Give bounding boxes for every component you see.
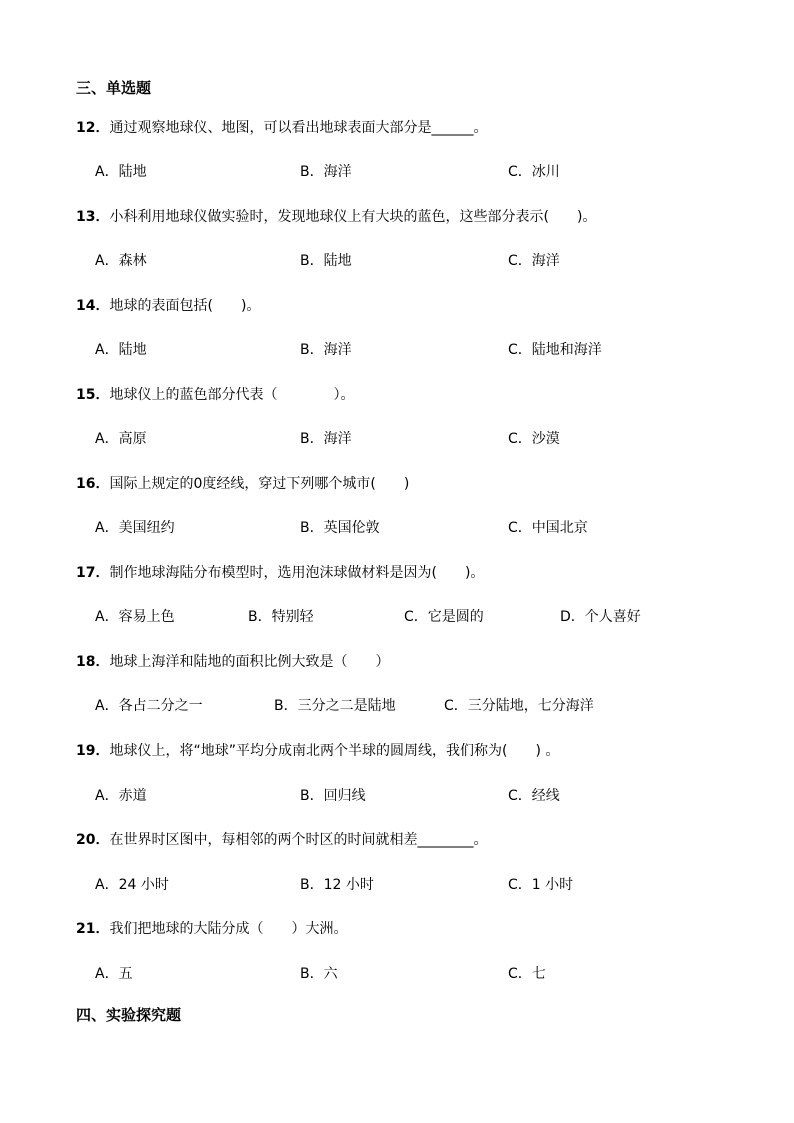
option-b[interactable]: B．英国伦敦	[300, 520, 380, 536]
option-a[interactable]: A．各占二分之一	[95, 698, 203, 714]
options-12	[95, 162, 754, 182]
question-16	[76, 474, 409, 494]
question-17	[76, 563, 484, 583]
options-14	[95, 340, 754, 360]
option-a[interactable]: A．五	[95, 966, 133, 982]
question-number: 18．	[76, 654, 110, 670]
option-b[interactable]: B．海洋	[300, 164, 352, 180]
option-d[interactable]: D．个人喜好	[560, 609, 641, 625]
option-a[interactable]: A．24 小时	[95, 877, 169, 893]
option-a[interactable]: A．赤道	[95, 788, 147, 804]
options-20	[95, 875, 754, 895]
option-c[interactable]: C．三分陆地，七分海洋	[444, 698, 594, 714]
option-b[interactable]: B．六	[300, 966, 338, 982]
option-c[interactable]: C．冰川	[508, 164, 560, 180]
question-number: 17．	[76, 565, 110, 581]
options-17	[95, 607, 754, 627]
question-15	[76, 385, 354, 405]
option-c[interactable]: C．中国北京	[508, 520, 588, 536]
option-a[interactable]: A．陆地	[95, 164, 147, 180]
options-19	[95, 786, 754, 806]
option-c[interactable]: C．沙漠	[508, 431, 560, 447]
question-stem: 小科利用地球仪做实验时，发现地球仪上有大块的蓝色，这些部分表示( )。	[109, 209, 597, 225]
option-a[interactable]: A．陆地	[95, 342, 147, 358]
question-number: 15．	[76, 387, 110, 403]
question-number: 16．	[76, 476, 110, 492]
option-c[interactable]: C．它是圆的	[404, 609, 484, 625]
option-a[interactable]: A．容易上色	[95, 609, 175, 625]
question-number: 19．	[76, 743, 110, 759]
option-b[interactable]: B．回归线	[300, 788, 366, 804]
section-heading-single-choice: 三、单选题	[76, 79, 152, 97]
question-21	[76, 919, 347, 939]
option-a[interactable]: A．森林	[95, 253, 147, 269]
option-c[interactable]: C．海洋	[508, 253, 560, 269]
option-b[interactable]: B．陆地	[300, 253, 352, 269]
options-15	[95, 429, 754, 449]
option-c[interactable]: C．1 小时	[508, 877, 574, 893]
question-14	[76, 296, 260, 316]
question-stem: 地球上海洋和陆地的面积比例大致是（ ）	[109, 654, 390, 670]
option-b[interactable]: B．特别轻	[248, 609, 314, 625]
option-b[interactable]: B．海洋	[300, 342, 352, 358]
question-18	[76, 652, 389, 672]
option-c[interactable]: C．七	[508, 966, 546, 982]
question-12	[76, 118, 487, 138]
question-number: 13．	[76, 209, 110, 225]
option-a[interactable]: A．高原	[95, 431, 147, 447]
options-13	[95, 251, 754, 271]
question-stem: 我们把地球的大陆分成（ ）大洲。	[109, 921, 348, 937]
options-18	[95, 696, 754, 716]
question-stem: 地球仪上，将“地球”平均分成南北两个半球的圆周线，我们称为( ) 。	[109, 743, 560, 759]
question-number: 14．	[76, 298, 110, 314]
question-19	[76, 741, 559, 761]
options-16	[95, 518, 754, 538]
option-a[interactable]: A．美国纽约	[95, 520, 175, 536]
question-number: 20．	[76, 832, 110, 848]
option-c[interactable]: C．经线	[508, 788, 560, 804]
option-c[interactable]: C．陆地和海洋	[508, 342, 602, 358]
question-stem: 地球的表面包括( )。	[109, 298, 261, 314]
question-stem: 通过观察地球仪、地图，可以看出地球表面大部分是______。	[109, 120, 488, 136]
question-20	[76, 830, 487, 850]
question-13	[76, 207, 596, 227]
question-number: 12．	[76, 120, 110, 136]
option-b[interactable]: B．海洋	[300, 431, 352, 447]
question-stem: 制作地球海陆分布模型时，选用泡沫球做材料是因为( )。	[109, 565, 485, 581]
question-number: 21．	[76, 921, 110, 937]
question-stem: 在世界时区图中，每相邻的两个时区的时间就相差________。	[109, 832, 488, 848]
question-stem: 国际上规定的0度经线，穿过下列哪个城市( )	[109, 476, 410, 492]
option-b[interactable]: B．12 小时	[300, 877, 374, 893]
question-stem: 地球仪上的蓝色部分代表（ ）。	[109, 387, 355, 403]
options-21	[95, 964, 754, 984]
section-heading-experiment: 四、实验探究题	[76, 1006, 182, 1024]
option-b[interactable]: B．三分之二是陆地	[274, 698, 396, 714]
